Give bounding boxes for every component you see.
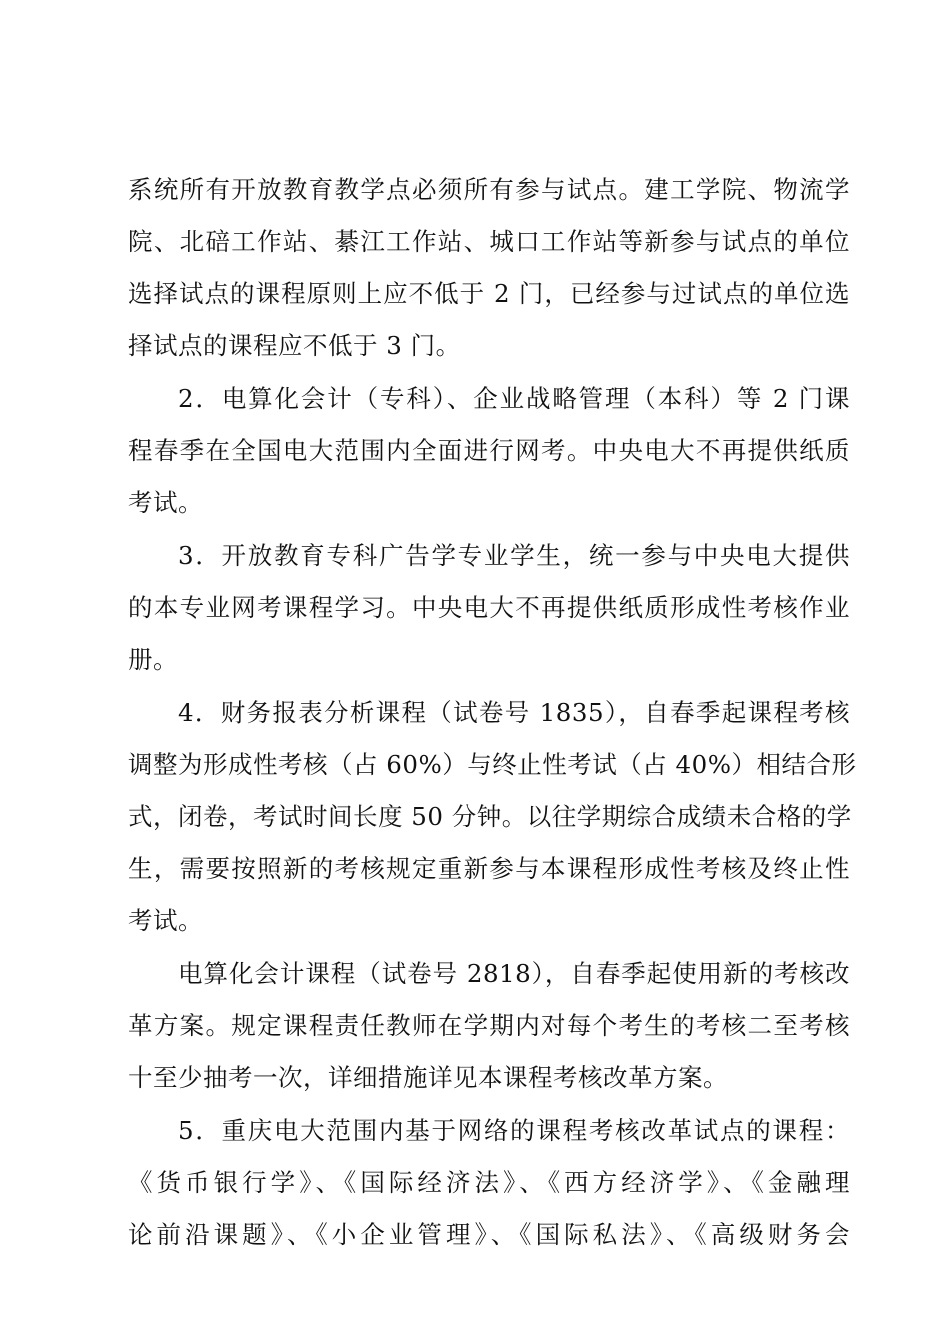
text-line: 院、北碚工作站、綦江工作站、城口工作站等新参与试点的单位 [128, 227, 850, 256]
text-line: 电算化会计课程（试卷号 2818），自春季起使用新的考核改 [178, 959, 850, 988]
text-line: 的本专业网考课程学习。中央电大不再提供纸质形成性考核作业 [128, 593, 850, 622]
text-line: 式，闭卷，考试时间长度 50 分钟。以往学期综合成绩未合格的学 [128, 802, 852, 831]
text-line: 《货币银行学》、《国际经济法》、《西方经济学》、《金融理 [128, 1168, 850, 1197]
text-line: 择试点的课程应不低于 3 门。 [128, 331, 461, 360]
text-line: 5．重庆电大范围内基于网络的课程考核改革试点的课程： [178, 1116, 850, 1145]
text-line: 系统所有开放教育教学点必须所有参与试点。建工学院、物流学 [128, 175, 850, 204]
text-line: 论前沿课题》、《小企业管理》、《国际私法》、《高级财务会 [128, 1220, 850, 1249]
text-line: 2．电算化会计（专科）、企业战略管理（本科）等 2 门课 [178, 384, 850, 413]
text-line: 生，需要按照新的考核规定重新参与本课程形成性考核及终止性 [128, 854, 850, 883]
text-line: 革方案。规定课程责任教师在学期内对每个考生的考核二至考核 [128, 1011, 850, 1040]
text-line: 3．开放教育专科广告学专业学生，统一参与中央电大提供 [178, 541, 850, 570]
text-line: 考试。 [128, 906, 203, 935]
text-line: 十至少抽考一次，详细措施详见本课程考核改革方案。 [128, 1063, 728, 1092]
text-line: 4．财务报表分析课程（试卷号 1835），自春季起课程考核 [178, 698, 850, 727]
text-line: 选择试点的课程原则上应不低于 2 门，已经参与过试点的单位选 [128, 279, 850, 308]
text-line: 考试。 [128, 488, 203, 517]
text-line: 册。 [128, 645, 178, 674]
text-line: 程春季在全国电大范围内全面进行网考。中央电大不再提供纸质 [128, 436, 850, 465]
text-line: 调整为形成性考核（占 60%）与终止性考试（占 40%）相结合形 [128, 750, 857, 779]
